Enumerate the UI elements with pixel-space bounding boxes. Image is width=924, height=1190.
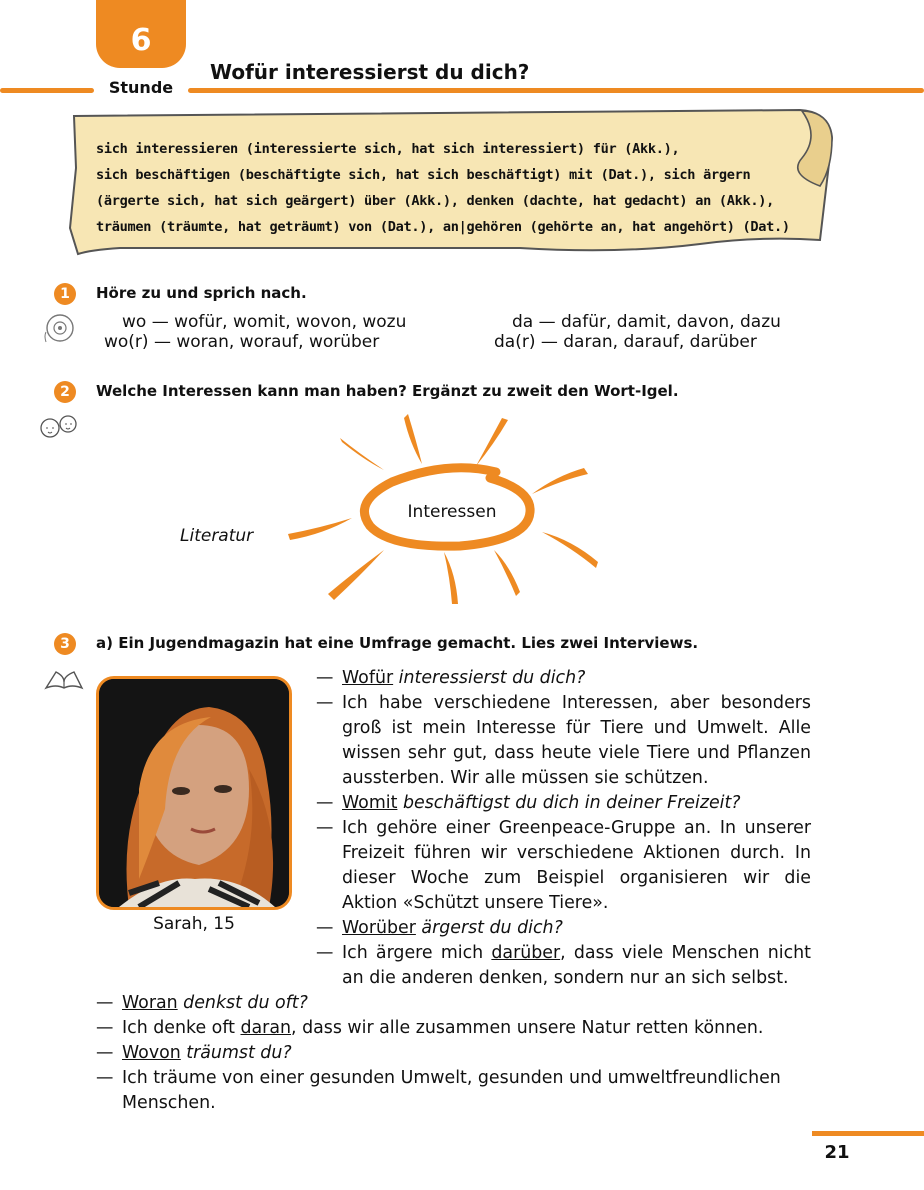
sarah-photo [96, 676, 292, 910]
answer-text: Ich habe verschiedene Interessen, aber besonders groß ist mein Interesse für Tiere und Umwelt. Alle wissen sehr gut, dass heute viele Tiere und Pflanzen aussterben. Wir alle müssen sie schützen. [342, 693, 811, 788]
hedgehog-example-word: Literatur [180, 526, 254, 546]
answer-text-pre: Ich ärgere mich [342, 943, 492, 963]
da-forms [494, 312, 824, 352]
dash: — [96, 1068, 114, 1088]
question-line [96, 991, 811, 1016]
lesson-label: Stunde [108, 78, 174, 97]
question-keyword: Wofür [342, 668, 394, 688]
question-line [316, 791, 811, 816]
answer-line [316, 691, 811, 791]
question-line [96, 1041, 811, 1066]
exercise-number-2: 2 [54, 381, 76, 403]
dash: — [316, 918, 334, 938]
ray [494, 550, 520, 596]
question-text: beschäftigst du dich in deiner Freizeit? [397, 793, 741, 813]
vocab-line: träumen (träumte, hat geträumt) von (Dat.), an|gehören (gehörte an, hat angehört) (Dat.) [96, 219, 790, 235]
ray [288, 518, 352, 540]
dash: — [316, 693, 334, 713]
exercise-number-1: 1 [54, 283, 76, 305]
page-number: 21 [824, 1142, 850, 1163]
header-rule-right [188, 88, 924, 93]
question-keyword: Woran [122, 993, 178, 1013]
cd-icon [42, 312, 78, 348]
vocab-line: (ärgerte sich, hat sich geärgert) über (Akk.), denken (dachte, hat gedacht) an (Akk.), [96, 193, 775, 209]
footer-rule [812, 1131, 924, 1136]
ray [542, 532, 598, 568]
question-keyword: Worüber [342, 918, 416, 938]
answer-text: Ich träume von einer gesunden Umwelt, gesunden und umweltfreundlichen Menschen. [122, 1068, 781, 1113]
vocab-line: sich beschäftigen (beschäftigte sich, hat sich beschäftigt) mit (Dat.), sich ärgern [96, 167, 751, 183]
answer-text: Ich gehöre einer Greenpeace-Gruppe an. In unserer Freizeit führen wir verschiedene Aktionen durch. In dieser Woche zum Beispiel organisieren wir die Aktion «Schützt unsere Tiere». [342, 818, 811, 913]
answer-line [316, 941, 811, 991]
answer-keyword: daran [240, 1018, 292, 1038]
reading-icon [42, 668, 86, 692]
lesson-number: 6 [130, 23, 152, 58]
ray [444, 552, 458, 604]
dash: — [316, 943, 334, 963]
photo-caption: Sarah, 15 [153, 914, 235, 934]
wo-row: wo — wofür, womit, wovon, wozu [122, 312, 407, 332]
question-line [316, 666, 811, 691]
wor-row: wo(r) — woran, worauf, worüber [104, 332, 380, 352]
question-keyword: Womit [342, 793, 398, 813]
interview-dialogue-2 [96, 991, 811, 1116]
portrait-image [99, 679, 289, 907]
answer-text-post: , dass wir alle zusammen unsere Natur retten können. [291, 1018, 764, 1038]
pair-work-icon [36, 412, 84, 442]
vocab-line: sich interessieren (interessierte sich, hat sich interessiert) für (Akk.), [96, 141, 680, 157]
dash: — [316, 818, 334, 838]
answer-line [316, 816, 811, 916]
question-text: träumst du? [180, 1043, 292, 1063]
answer-text-pre: Ich denke oft [122, 1018, 241, 1038]
ray [476, 418, 508, 466]
page-title: Wofür interessierst du dich? [210, 60, 530, 84]
ray [328, 550, 384, 600]
answer-line [96, 1066, 811, 1116]
da-row: da — dafür, damit, davon, dazu [512, 312, 781, 332]
question-text: interessierst du dich? [393, 668, 586, 688]
answer-text-post: , dass viele Menschen nicht an die anderen denken, sondern nur an sich selbst. [342, 943, 811, 988]
dash: — [96, 993, 114, 1013]
dar-row: da(r) — daran, darauf, darüber [494, 332, 757, 352]
wo-forms [104, 312, 434, 352]
exercise-3-instruction: a) Ein Jugendmagazin hat eine Umfrage gemacht. Lies zwei Interviews. [96, 634, 699, 652]
answer-keyword: darüber [491, 943, 561, 963]
question-keyword: Wovon [122, 1043, 181, 1063]
header-rule-left [0, 88, 94, 93]
ray [340, 438, 384, 470]
hedgehog-center-word: Interessen [407, 502, 497, 522]
question-text: ärgerst du dich? [415, 918, 563, 938]
question-line [316, 916, 811, 941]
dash: — [316, 668, 334, 688]
answer-line [96, 1016, 811, 1041]
dash: — [96, 1043, 114, 1063]
exercise-1-instruction: Höre zu und sprich nach. [96, 284, 307, 302]
dash: — [316, 793, 334, 813]
interview-dialogue-1 [316, 666, 811, 991]
ray [404, 414, 422, 464]
ray [532, 468, 588, 494]
dash: — [96, 1018, 114, 1038]
question-text: denkst du oft? [177, 993, 308, 1013]
vocab-text [96, 136, 816, 240]
exercise-number-3: 3 [54, 633, 76, 655]
exercise-2-instruction: Welche Interessen kann man haben? Ergänzt zu zweit den Wort-Igel. [96, 382, 679, 400]
